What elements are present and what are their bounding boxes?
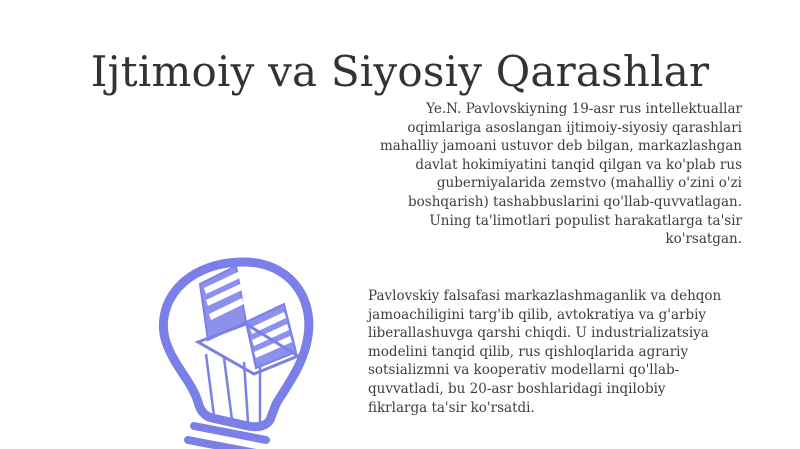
slide-title: Ijtimoiy va Siyosiy Qarashlar [90, 47, 710, 97]
lightbulb-with-book-icon [148, 244, 318, 449]
book-icon [198, 266, 298, 374]
paragraph-philosophy: Pavlovskiy falsafasi markazlashmaganlik va dehqon jamoachiligini targ'ib qilib, avtokratiya va g'arbiy liberallashuvga qarshi chiqdi. U industrializatsiya modelini tanqid qilib, rus qishloqlarida agrariy sotsializmni va kooperativ modellarni qo'llab-quvvatladi, bu 20-asr boshlaridagi inqilobiy fikrlarga ta'sir ko'rsatdi. [368, 288, 722, 416]
filament [206, 354, 260, 422]
paragraph-social-views: Ye.N. Pavlovskiyning 19-asr rus intellektuallar oqimlariga asoslangan ijtimoiy-siyosiy qarashlari mahalliy jamoani ustuvor deb bilgan, markazlashgan davlat hokimiyatini tanqid qilgan va ko'plab rus guberniyalarida zemstvo (mahalliy o'zini o'zi boshqarish) tashabbuslarini qo'llab-quvvatlagan. Uning ta'limotlari populist harakatlarga ta'sir ko'rsatgan. [379, 101, 742, 248]
